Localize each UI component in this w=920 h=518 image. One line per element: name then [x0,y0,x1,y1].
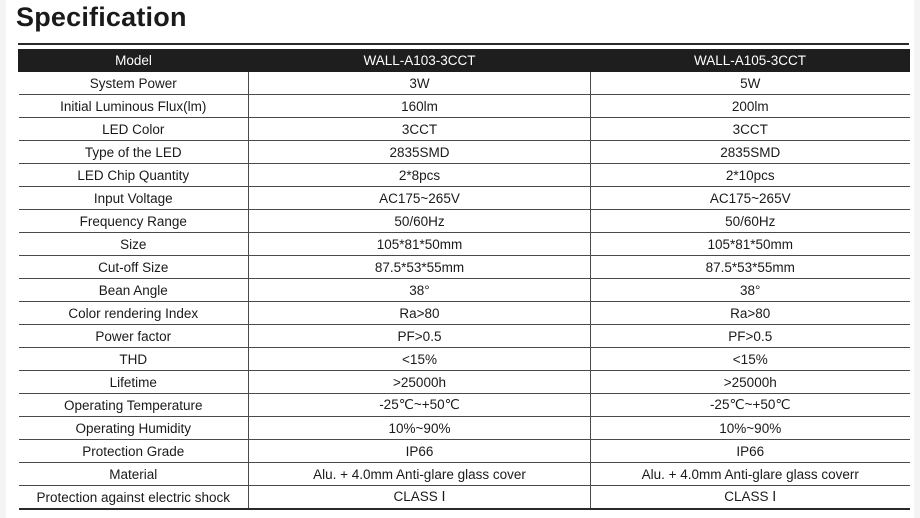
spec-value-a103-cell: Ra>80 [249,302,591,325]
table-row [19,187,910,210]
spec-parameter-cell: Color rendering Index [19,302,249,325]
spec-parameter-cell: Operating Humidity [19,417,249,440]
spec-value-a105-cell: 2*10pcs [591,164,910,187]
table-row [19,417,910,440]
spec-sheet [6,0,914,518]
spec-value-a103-cell: CLASS Ⅰ [249,486,591,510]
spec-parameter-cell: THD [19,348,249,371]
spec-value-a105-cell: 5W [591,72,910,95]
table-row [19,394,910,417]
spec-value-a105-cell: Ra>80 [591,302,910,325]
table-row [19,141,910,164]
spec-parameter-cell: Power factor [19,325,249,348]
table-row [19,72,910,95]
spec-parameter-cell: Material [19,463,249,486]
spec-value-a105-cell: 10%~90% [591,417,910,440]
spec-value-a103-cell: 3CCT [249,118,591,141]
spec-value-a105-cell: CLASS Ⅰ [591,486,910,510]
spec-value-a105-cell: IP66 [591,440,910,463]
page-title: Specification [16,2,187,32]
table-row [19,118,910,141]
spec-value-a103-cell: 50/60Hz [249,210,591,233]
spec-parameter-cell: Size [19,233,249,256]
table-row [19,210,910,233]
spec-value-a103-cell: 160lm [249,95,591,118]
spec-parameter-cell: Type of the LED [19,141,249,164]
spec-parameter-cell: LED Color [19,118,249,141]
spec-value-a103-cell: 3W [249,72,591,95]
spec-parameter-cell: System Power [19,72,249,95]
spec-parameter-cell: LED Chip Quantity [19,164,249,187]
spec-value-a105-cell: 87.5*53*55mm [591,256,910,279]
spec-value-a103-cell: 105*81*50mm [249,233,591,256]
table-row [19,256,910,279]
spec-value-a103-cell: 2*8pcs [249,164,591,187]
header-model-a103: WALL-A103-3CCT [249,49,591,72]
spec-value-a105-cell: 200lm [591,95,910,118]
spec-parameter-cell: Input Voltage [19,187,249,210]
spec-value-a105-cell: 105*81*50mm [591,233,910,256]
spec-parameter-cell: Bean Angle [19,279,249,302]
spec-value-a105-cell: Alu. + 4.0mm Anti-glare glass coverr [591,463,910,486]
title-divider [18,43,909,45]
spec-parameter-cell: Operating Temperature [19,394,249,417]
spec-value-a103-cell: 38° [249,279,591,302]
spec-parameter-cell: Frequency Range [19,210,249,233]
spec-value-a103-cell: <15% [249,348,591,371]
spec-value-a105-cell: >25000h [591,371,910,394]
specification-table [18,49,910,510]
header-model-a105: WALL-A105-3CCT [591,49,910,72]
spec-value-a105-cell: AC175~265V [591,187,910,210]
spec-parameter-cell: Protection Grade [19,440,249,463]
spec-value-a103-cell: 87.5*53*55mm [249,256,591,279]
spec-parameter-cell: Protection against electric shock [19,486,249,510]
spec-value-a105-cell: 50/60Hz [591,210,910,233]
table-row [19,325,910,348]
spec-value-a105-cell: -25℃~+50℃ [591,394,910,417]
spec-parameter-cell: Lifetime [19,371,249,394]
spec-value-a103-cell: AC175~265V [249,187,591,210]
spec-value-a105-cell: 38° [591,279,910,302]
spec-value-a103-cell: >25000h [249,371,591,394]
spec-parameter-cell: Cut-off Size [19,256,249,279]
spec-value-a103-cell: 2835SMD [249,141,591,164]
table-row [19,371,910,394]
table-row [19,348,910,371]
spec-value-a105-cell: <15% [591,348,910,371]
header-model: Model [19,49,249,72]
spec-value-a105-cell: 3CCT [591,118,910,141]
table-row [19,233,910,256]
table-row [19,302,910,325]
spec-value-a103-cell: 10%~90% [249,417,591,440]
spec-value-a105-cell: 2835SMD [591,141,910,164]
spec-value-a103-cell: -25℃~+50℃ [249,394,591,417]
table-row [19,164,910,187]
table-row [19,486,910,510]
table-row [19,440,910,463]
spec-value-a103-cell: Alu. + 4.0mm Anti-glare glass cover [249,463,591,486]
spec-value-a103-cell: PF>0.5 [249,325,591,348]
table-header-row [19,49,910,72]
spec-value-a103-cell: IP66 [249,440,591,463]
spec-value-a105-cell: PF>0.5 [591,325,910,348]
table-row [19,463,910,486]
spec-parameter-cell: Initial Luminous Flux(lm) [19,95,249,118]
table-row [19,279,910,302]
table-row [19,95,910,118]
